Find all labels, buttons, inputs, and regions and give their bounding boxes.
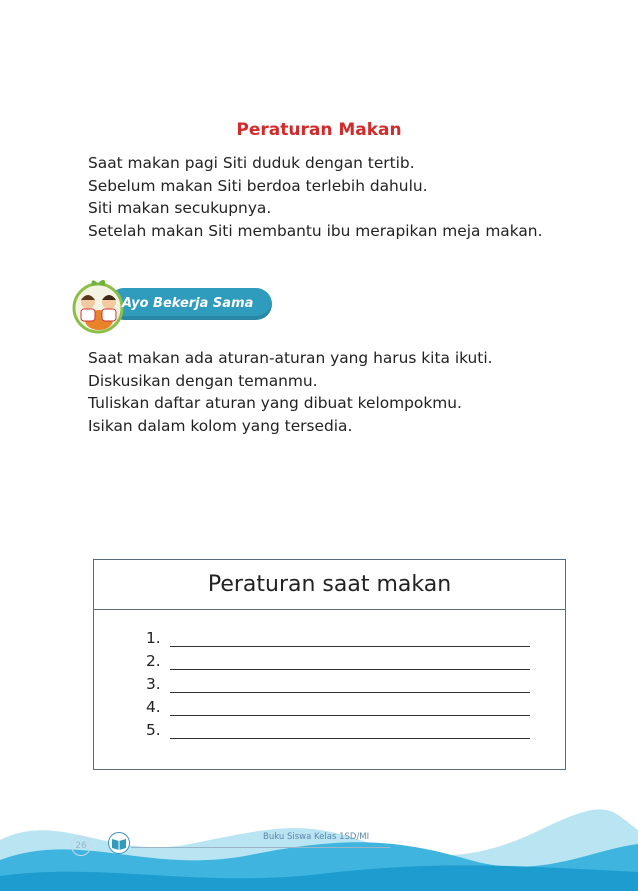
rules-box-title: Peraturan saat makan xyxy=(94,560,565,610)
story-line: Setelah makan Siti membantu ibu merapikan meja makan. xyxy=(88,221,543,240)
rule-blank-line[interactable] xyxy=(170,701,530,716)
rule-item xyxy=(146,647,530,670)
page-number: 26 xyxy=(71,836,91,856)
open-book-icon xyxy=(107,832,131,854)
section-title: Peraturan Makan xyxy=(236,120,402,140)
activity-banner-label: Ayo Bekerja Sama xyxy=(122,296,254,311)
rule-number: 5. xyxy=(146,721,161,739)
rule-blank-line[interactable] xyxy=(170,632,530,647)
rule-blank-line[interactable] xyxy=(170,724,530,739)
instructions-paragraph xyxy=(88,347,618,437)
rule-item xyxy=(146,693,530,716)
story-paragraph xyxy=(88,152,618,242)
rules-list xyxy=(146,624,530,739)
rule-number: 1. xyxy=(146,629,161,647)
footer-rule xyxy=(131,847,390,848)
rule-number: 3. xyxy=(146,675,161,693)
rule-number: 4. xyxy=(146,698,161,716)
rule-item xyxy=(146,716,530,739)
activity-banner xyxy=(68,276,273,334)
footer-wave xyxy=(0,800,638,891)
instruction-line: Tuliskan daftar aturan yang dibuat kelompokmu. xyxy=(88,394,462,412)
instruction-line: Saat makan ada aturan-aturan yang harus kita ikuti. xyxy=(88,349,493,367)
instruction-line: Isikan dalam kolom yang tersedia. xyxy=(88,416,353,435)
rule-item xyxy=(146,624,530,647)
rule-item xyxy=(146,670,530,693)
story-line: Sebelum makan Siti berdoa terlebih dahulu. xyxy=(88,176,428,195)
story-line: Saat makan pagi Siti duduk dengan tertib. xyxy=(88,154,415,172)
story-line: Siti makan secukupnya. xyxy=(88,199,272,217)
rule-blank-line[interactable] xyxy=(170,678,530,693)
rule-number: 2. xyxy=(146,652,161,670)
rule-blank-line[interactable] xyxy=(170,655,530,670)
rules-box xyxy=(93,559,566,770)
instruction-line: Diskusikan dengan temanmu. xyxy=(88,371,318,390)
footer-book-title: Buku Siswa Kelas 1SD/MI xyxy=(263,832,370,842)
